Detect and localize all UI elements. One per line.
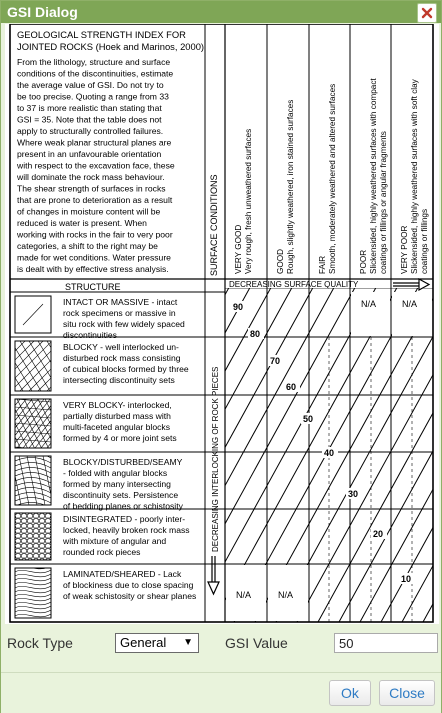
intro-line: that are prone to deterioration as a result [17, 195, 173, 205]
surface-column-header: VERY GOOD [234, 224, 243, 274]
structure-row-line: LAMINATED/SHEARED - Lack [63, 569, 182, 579]
na-label-verygood-laminated: N/A [236, 590, 252, 600]
gsi-contour-label: 80 [250, 329, 261, 339]
ok-button[interactable]: Ok [329, 680, 371, 706]
intro-line: with respect to the excavation face, these [17, 160, 175, 171]
surface-column-header: Very rough, fresh unweathered surfaces [244, 128, 253, 274]
gsi-contour-label: 30 [348, 489, 359, 499]
intro-line: to 37 is more realistic than stating that [17, 103, 162, 113]
intro-line: Where weak planar structural planes are [17, 137, 172, 148]
intro-line: reduced is water is present. When [17, 218, 147, 228]
rock-type-select[interactable] [115, 633, 199, 653]
surface-column-header: Smooth, moderately weathered and altered surfaces [328, 83, 337, 274]
structure-row-line: DISINTEGRATED - poorly inter- [63, 514, 186, 524]
na-label-good-laminated: N/A [278, 590, 294, 600]
gsi-value-label: GSI Value [225, 635, 288, 651]
gsi-value-input[interactable] [334, 633, 438, 653]
structure-row-line: intersecting discontinuity sets [63, 375, 175, 385]
intro-line: is dealt with by effective stress analysis. [17, 264, 169, 274]
surface-column-header: Slickensided, highly weathered surfaces with compact [369, 78, 378, 274]
gsi-contour-label: 70 [270, 356, 281, 366]
intro-line: working with rocks in the fair to very poor [17, 229, 173, 240]
structure-row-line: formed by 4 or more joint sets [63, 433, 177, 443]
gsi-chart[interactable] [5, 24, 439, 624]
structure-row-line: multi-faceted angular blocks [63, 422, 170, 432]
structure-row-line: locked, heavily broken rock mass [63, 525, 190, 535]
close-button[interactable]: Close [379, 680, 435, 706]
surface-column-header: POOR [359, 249, 368, 274]
surface-column-header: Slickensided, highly weathered surfaces with soft clay [410, 79, 419, 274]
chart-title-1: GEOLOGICAL STRENGTH INDEX FOR [17, 29, 186, 40]
structure-row-line: of bedding planes or schistosity [63, 501, 183, 511]
structure-row [5, 452, 184, 513]
structure-row-line: VERY BLOCKY- interlocked, [63, 400, 172, 410]
surface-column-header: Rough, slightly weathered, iron stained surfaces [286, 99, 295, 274]
intro-line: categories, a shift to the right may be [17, 241, 158, 251]
surface-column-header: coatings or fillings [420, 208, 429, 274]
intro-line: be too precise. Quoting a range from 33 [17, 91, 169, 102]
gsi-contour-label: 40 [324, 448, 335, 458]
na-label-verypoor-intact: N/A [402, 299, 418, 309]
structure-row-line: formed by many intersecting [63, 479, 171, 489]
dropdown-arrow-icon: ▼ [183, 637, 193, 648]
decreasing-surface-quality-label: DECREASING SURFACE QUALITY [229, 280, 359, 289]
structure-row-line: with mixture of angular and [63, 536, 167, 546]
structure-row-line: BLOCKY/DISTURBED/SEAMY [63, 457, 183, 467]
structure-row-line: of weak schistosity or shear planes [63, 591, 197, 601]
surface-column-header: VERY POOR [400, 225, 409, 274]
intro-line: From the lithology, structure and surface [17, 57, 171, 67]
surface-column-header: FAIR [318, 255, 327, 274]
structure-row-line: - folded with angular blocks [63, 468, 168, 478]
structure-row-line: situ rock with few widely spaced [63, 319, 185, 329]
gsi-contour-label: 60 [286, 382, 297, 392]
structure-row-line: disturbed rock mass consisting [63, 353, 181, 363]
rock-type-label: Rock Type [7, 635, 73, 651]
dialog-footer [1, 672, 441, 713]
intro-line: present in an unfavourable orientation [17, 149, 162, 159]
intro-line: made for wet conditions. Water pressure [17, 252, 171, 263]
rock-type-value: General [120, 635, 167, 650]
chart-intro [16, 57, 175, 274]
structure-row-line: rounded rock pieces [63, 547, 141, 557]
gsi-contour-label: 50 [303, 414, 314, 424]
structure-row [5, 399, 177, 450]
close-icon[interactable] [417, 3, 437, 23]
structure-row-line: discontinuities [63, 330, 117, 340]
structure-row-line: of cubical blocks formed by three [63, 364, 189, 374]
gsi-contour-label: 20 [373, 529, 384, 539]
structure-row-line: discontinuity sets. Persistence [63, 490, 179, 500]
intro-line: the average value of GSI. Do not try to [17, 80, 164, 90]
structure-row-line: partially disturbed mass with [63, 411, 171, 421]
window-title: GSI Dialog [7, 4, 78, 20]
na-label-poor-intact: N/A [361, 299, 377, 309]
gsi-contour-label: 90 [233, 302, 244, 312]
structure-row-line: INTACT OR MASSIVE - intact [63, 297, 178, 307]
structure-row-line: of blockiness due to close spacing [63, 580, 194, 590]
intro-line: GSI = 35. Note that the table does not [17, 114, 162, 125]
surface-conditions-label: SURFACE CONDITIONS [209, 174, 219, 276]
surface-column-header: coatings or fillings or angular fragments [379, 131, 388, 274]
intro-line: will dominate the rock mass behaviour. [17, 172, 165, 182]
structure-row-line: rock specimens or massive in [63, 308, 176, 318]
title-bar[interactable] [1, 1, 441, 23]
gsi-contour-label: 10 [401, 574, 412, 584]
decreasing-interlocking-label: DECREASING INTERLOCKING OF ROCK PIECES [211, 366, 220, 552]
intro-line: conditions of the discontinuities, estimate [17, 68, 174, 79]
surface-column-header: GOOD [276, 248, 285, 274]
intro-line: of changes in moisture content will be [17, 206, 161, 217]
intro-line: apply to structurally controlled failures. [17, 126, 164, 136]
structure-row-line: BLOCKY - well interlocked un- [63, 342, 179, 352]
structure-row [5, 341, 189, 391]
chart-title-2: JOINTED ROCKS (Hoek and Marinos, 2000) [17, 41, 205, 52]
structure-label: STRUCTURE [65, 282, 121, 292]
intro-line: The shear strength of surfaces in rocks [17, 183, 166, 194]
